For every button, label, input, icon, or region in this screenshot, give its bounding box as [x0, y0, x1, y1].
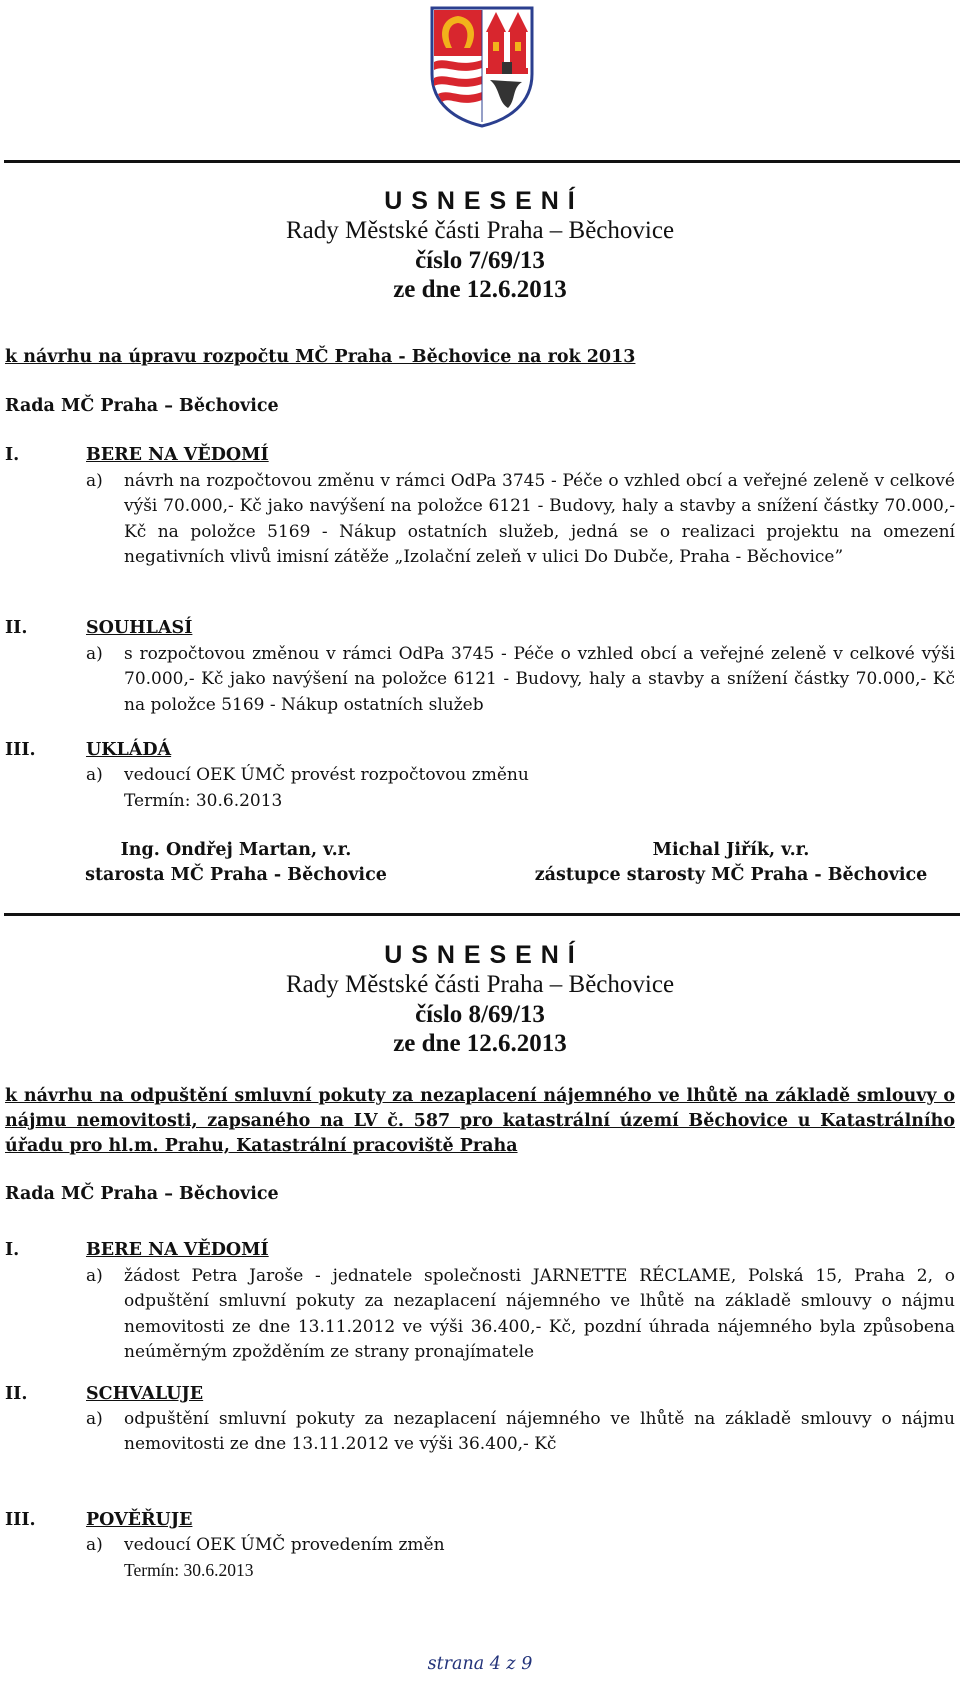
resolution-title: U S N E S E N Í: [384, 941, 576, 969]
item-text: návrh na rozpočtovou změnu v rámci OdPa 3745 - Péče o vzhled obcí a veřejné zeleně v celkové výši 70.000,- Kč jako navýšení na položce 6121 - Budovy, haly a stavby a snížení částky 70.000,- Kč na položce 5169 - Nákup ostatních služeb, jedná se o realizaci projektu na omezení negativních vlivů imisní zátěže „Izolační zeleň v ulici Do Dubče, Praha - Běchovice”: [124, 471, 955, 567]
resolution-org: Rady Městské části Praha – Běchovice: [285, 971, 675, 998]
item-label: a): [86, 471, 103, 491]
item-text: odpuštění smluvní pokuty za nezaplacení nájemného ve lhůtě na základě smlouvy o nájmu nemovitosti ze dne 13.11.2012 ve výši 36.400,- Kč: [124, 1409, 955, 1455]
deadline-text: Termín: 30.6.2013: [124, 791, 283, 811]
section-number: I.: [5, 1240, 20, 1260]
item-text: s rozpočtovou změnou v rámci OdPa 3745 - Péče o vzhled obcí a veřejné zeleně v celkové výši 70.000,- Kč jako navýšení na položce 6121 - Budovy, haly a stavby a snížení částky 70.000,- Kč na položce 5169 - Nákup ostatních služeb: [124, 644, 955, 715]
section-heading: SCHVALUJE: [86, 1384, 204, 1404]
signature-mayor: [56, 838, 416, 888]
list-item: [86, 1533, 955, 1558]
list-item: [86, 1264, 955, 1365]
signature-name: Michal Jiřík, v.r.: [652, 840, 810, 860]
section-number: II.: [5, 618, 28, 638]
signature-role: zástupce starosty MČ Praha - Běchovice: [534, 865, 928, 885]
item-label: a): [86, 1409, 103, 1429]
resolution-number: číslo 7/69/13: [415, 247, 545, 274]
section-heading: UKLÁDÁ: [86, 740, 172, 760]
list-item: [86, 763, 955, 788]
deadline-text: Termín: 30.6.2013: [124, 1560, 254, 1580]
item-label: a): [86, 1266, 103, 1286]
list-item: [86, 642, 955, 718]
resolution-number: číslo 8/69/13: [415, 1001, 545, 1028]
section-number: III.: [5, 740, 36, 760]
page-number: strana 4 z 9: [427, 1654, 533, 1674]
item-label: a): [86, 644, 103, 664]
coat-of-arms-emblem: [428, 4, 536, 128]
resolution-date: ze dne 12.6.2013: [393, 1030, 567, 1057]
resolution-title: U S N E S E N Í: [384, 187, 576, 215]
list-item: [86, 1407, 955, 1458]
item-label: a): [86, 1535, 103, 1555]
top-divider: [4, 160, 960, 163]
item-text: žádost Petra Jaroše - jednatele společnosti JARNETTE RÉCLAME, Polská 15, Praha 2, o odpuštění smluvní pokuty za nezaplacení nájemného ve lhůtě na základě smlouvy o nájmu nemovitosti ze dne 13.11.2012 ve výši 36.400,- Kč, pozdní úhrada nájemného byla způsobena neúměrným zpožděním ze strany pronajímatele: [124, 1266, 955, 1362]
section-heading: SOUHLASÍ: [86, 618, 193, 638]
section-number: I.: [5, 445, 20, 465]
resolution-subject: k návrhu na úpravu rozpočtu MČ Praha - Běchovice na rok 2013: [5, 347, 636, 367]
resolution-org: Rady Městské části Praha – Běchovice: [285, 217, 675, 244]
list-item: [86, 469, 955, 570]
council-label: Rada MČ Praha – Běchovice: [5, 396, 279, 416]
section-number: II.: [5, 1384, 28, 1404]
resolution-2-header: [0, 940, 960, 1058]
council-label: Rada MČ Praha – Běchovice: [5, 1184, 279, 1204]
resolution-1-header: [0, 186, 960, 304]
resolution-date: ze dne 12.6.2013: [393, 276, 567, 303]
section-heading: BERE NA VĚDOMÍ: [86, 445, 269, 465]
section-heading: BERE NA VĚDOMÍ: [86, 1240, 269, 1260]
item-text: vedoucí OEK ÚMČ provedením změn: [124, 1535, 445, 1555]
section-number: III.: [5, 1510, 36, 1530]
signature-role: starosta MČ Praha - Běchovice: [85, 865, 387, 885]
item-text: vedoucí OEK ÚMČ provést rozpočtovou změnu: [124, 765, 529, 785]
section-heading: POVĚŘUJE: [86, 1510, 193, 1530]
signature-deputy: [506, 838, 956, 888]
item-label: a): [86, 765, 103, 785]
section-divider: [4, 913, 960, 916]
signature-name: Ing. Ondřej Martan, v.r.: [120, 840, 352, 860]
resolution-subject: k návrhu na odpuštění smluvní pokuty za nezaplacení nájemného ve lhůtě na základě smlouvy o nájmu nemovitosti, zapsaného na LV č. 587 pro katastrální území Běchovice u Katastrálního úřadu pro hl.m. Prahu, Katastrální pracoviště Praha: [5, 1086, 955, 1156]
